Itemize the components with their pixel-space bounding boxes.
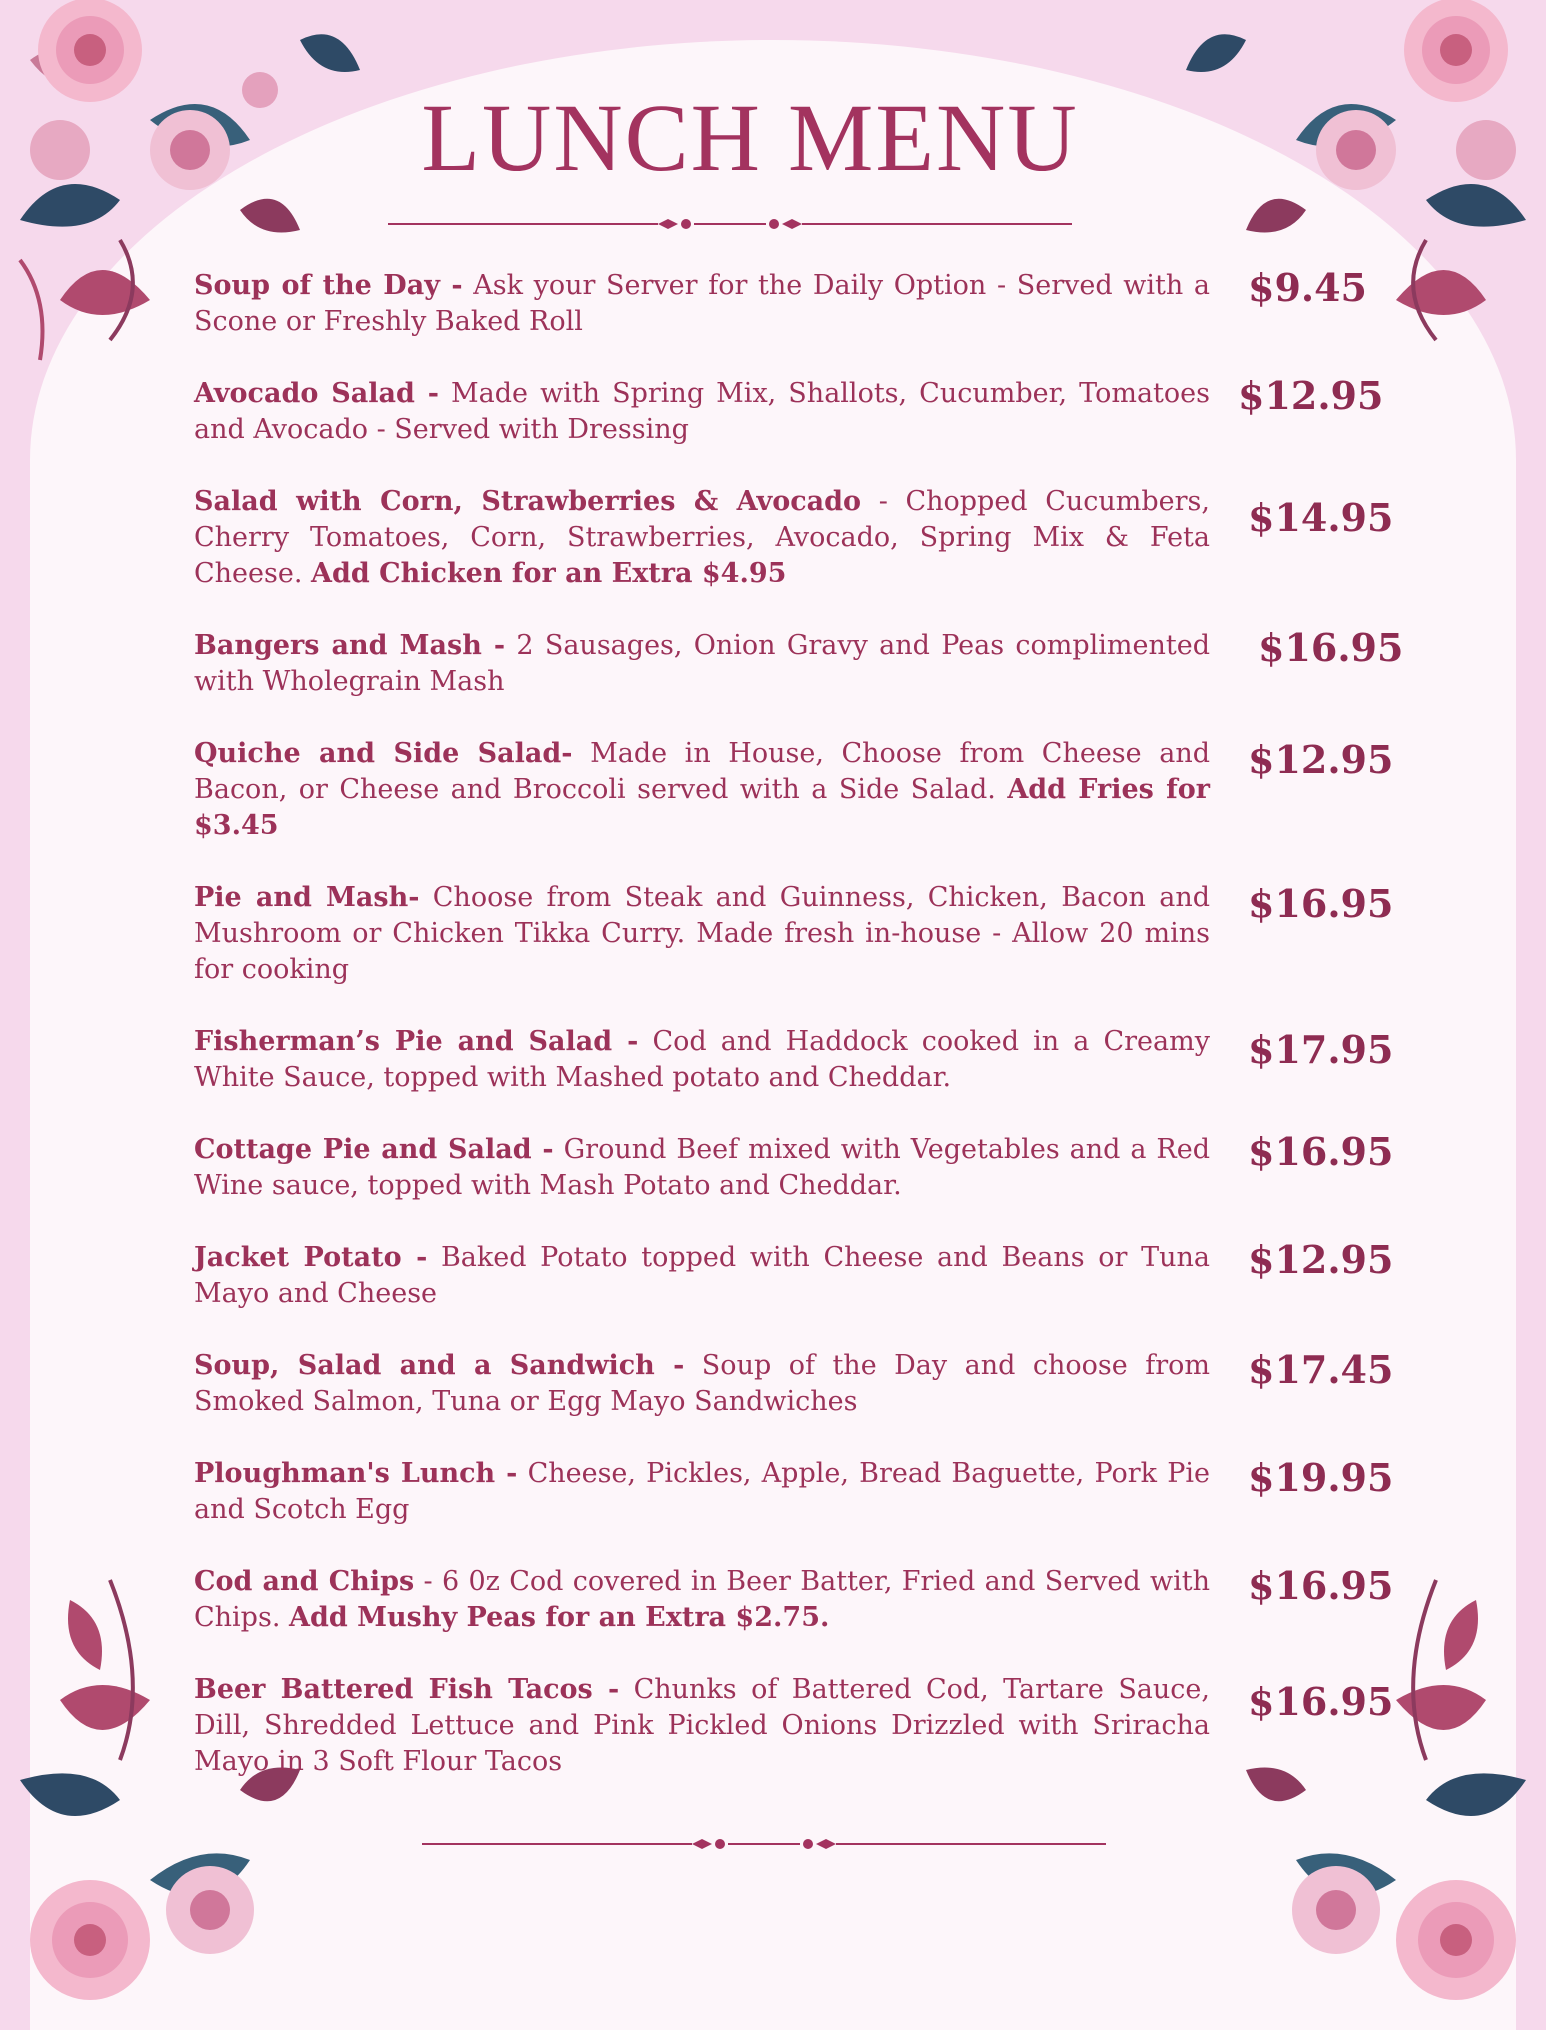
menu-item-details: Cheese, Pickles, Apple, Bread Baguette, Pork Pie and Scotch Egg (194, 1458, 1210, 1525)
menu-item-name: Pie and Mash- (194, 882, 420, 913)
menu-item-name: Beer Battered Fish Tacos - (194, 1674, 620, 1705)
menu-item-description (194, 1564, 1210, 1636)
menu-item-name: Salad with Corn, Strawberries & Avocado (194, 486, 862, 517)
page-title: LUNCH MENU (421, 84, 1079, 191)
menu-item-name: Avocado Salad - (194, 378, 439, 409)
menu-list (194, 265, 1404, 1780)
menu-item-name: Cod and Chips (194, 1566, 415, 1597)
menu-item-price: $17.45 (1248, 1347, 1394, 1392)
menu-item (194, 1672, 1394, 1780)
ornamental-divider-bottom (422, 1834, 1106, 1854)
menu-item-description (194, 1348, 1210, 1420)
menu-item-details: Baked Potato topped with Cheese and Beans or Tuna Mayo and Cheese (194, 1242, 1210, 1309)
menu-item-name: Jacket Potato - (194, 1242, 428, 1273)
menu-item (194, 1564, 1394, 1672)
menu-item (194, 484, 1394, 628)
menu-item-details: 2 Sausages, Onion Gravy and Peas complimented with Wholegrain Mash (194, 630, 1210, 697)
menu-item-description (194, 268, 1210, 340)
menu-item-description (194, 1132, 1210, 1204)
menu-item-description (194, 484, 1210, 592)
menu-item-name: Ploughman's Lunch - (194, 1458, 518, 1489)
menu-item (194, 265, 1394, 376)
menu-item-extra: Add Mushy Peas for an Extra $2.75. (289, 1602, 830, 1633)
menu-item-price: $12.95 (1248, 1237, 1394, 1282)
menu-item-name: Fisherman’s Pie and Salad - (194, 1026, 639, 1057)
menu-item-description (194, 1672, 1210, 1780)
menu-item-description (194, 880, 1210, 988)
menu-item-price: $12.95 (1238, 373, 1384, 418)
menu-item-price: $16.95 (1248, 1129, 1394, 1174)
menu-item-details: Made with Spring Mix, Shallots, Cucumber, Tomatoes and Avocado - Served with Dressing (194, 378, 1210, 445)
menu-item-details: Ground Beef mixed with Vegetables and a Red Wine sauce, topped with Mash Potato and Cheddar. (194, 1134, 1210, 1201)
menu-item-description (194, 376, 1210, 448)
menu-item-price: $12.95 (1248, 737, 1394, 782)
menu-item (194, 625, 1404, 736)
menu-item-extra: Add Fries for $3.45 (194, 774, 1210, 841)
menu-item-price: $19.95 (1248, 1455, 1394, 1500)
menu-item-price: $9.45 (1248, 265, 1367, 310)
menu-item-description (194, 736, 1210, 844)
menu-item (194, 1456, 1394, 1564)
menu-item-name: Bangers and Mash - (194, 630, 506, 661)
menu-item-name: Soup of the Day - (194, 270, 463, 301)
menu-item (194, 1129, 1394, 1240)
menu-item-extra: Add Chicken for an Extra $4.95 (311, 558, 787, 589)
menu-item (194, 373, 1394, 484)
menu-item-price: $17.95 (1248, 1027, 1394, 1072)
menu-item-price: $16.95 (1248, 881, 1394, 926)
menu-item-description (194, 1240, 1210, 1312)
menu-item-details: Choose from Steak and Guinness, Chicken, Bacon and Mushroom or Chicken Tikka Curry. Made fresh in-house - Allow 20 mins for cooking (194, 882, 1210, 985)
ornamental-divider-top (388, 214, 1072, 234)
menu-item-details: Soup of the Day and choose from Smoked Salmon, Tuna or Egg Mayo Sandwiches (194, 1350, 1210, 1417)
menu-item (194, 1024, 1394, 1132)
menu-item-description (194, 1456, 1210, 1528)
menu-item-details: Made in House, Choose from Cheese and Bacon, or Cheese and Broccoli served with a Side Salad. (194, 738, 1210, 805)
menu-item-price: $16.95 (1248, 1563, 1394, 1608)
menu-item-price: $14.95 (1248, 495, 1394, 540)
menu-item-name: Cottage Pie and Salad - (194, 1134, 554, 1165)
menu-item-details: Ask your Server for the Daily Option - Served with a Scone or Freshly Baked Roll (194, 270, 1210, 337)
menu-item (194, 880, 1394, 1024)
menu-item-name: Quiche and Side Salad- (194, 738, 573, 769)
menu-item-description (194, 1024, 1210, 1096)
menu-item-description (194, 628, 1210, 700)
menu-item-details: - 6 0z Cod covered in Beer Batter, Fried and Served with Chips. (194, 1566, 1210, 1633)
menu-item-details: - Chopped Cucumbers, Cherry Tomatoes, Corn, Strawberries, Avocado, Spring Mix & Feta Cheese. (194, 486, 1210, 589)
menu-item (194, 736, 1394, 880)
menu-item-details: Chunks of Battered Cod, Tartare Sauce, Dill, Shredded Lettuce and Pink Pickled Onions Drizzled with Sriracha Mayo in 3 Soft Flour Tacos (194, 1674, 1210, 1777)
menu-item (194, 1237, 1394, 1348)
menu-item-details: Cod and Haddock cooked in a Creamy White Sauce, topped with Mashed potato and Cheddar. (194, 1026, 1210, 1093)
menu-item-price: $16.95 (1248, 1679, 1394, 1724)
menu-item (194, 1348, 1394, 1456)
menu-item-price: $16.95 (1258, 625, 1404, 670)
menu-item-name: Soup, Salad and a Sandwich - (194, 1350, 685, 1381)
